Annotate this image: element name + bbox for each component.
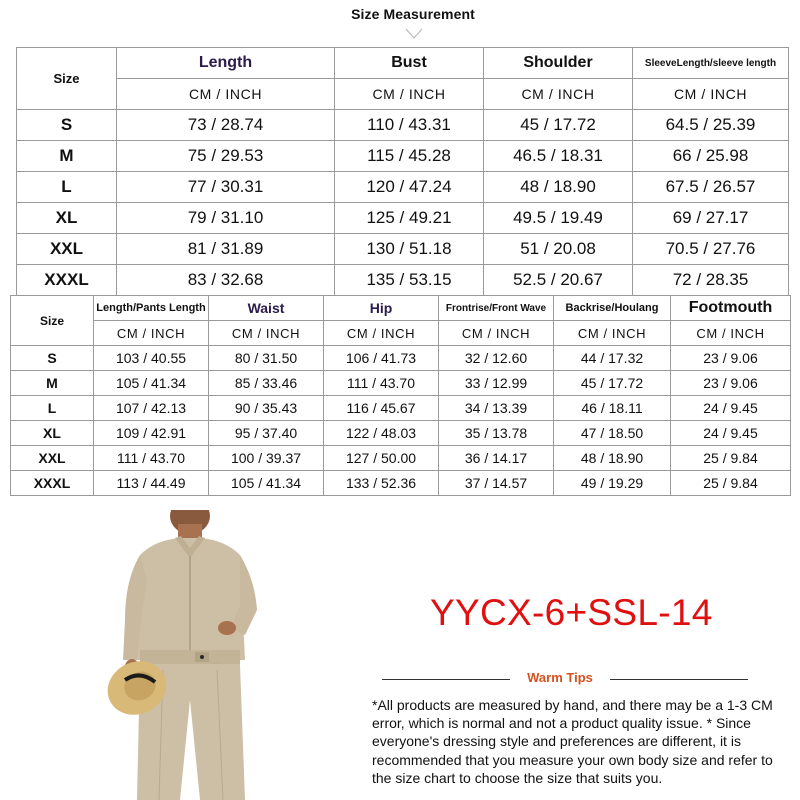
table-row bbox=[11, 421, 791, 446]
column-header-sleeve-length: SleeveLength/sleeve length bbox=[633, 48, 789, 79]
table-cell: 69 / 27.17 bbox=[633, 203, 789, 234]
table-row bbox=[17, 203, 789, 234]
table-cell: 66 / 25.98 bbox=[633, 141, 789, 172]
table-cell: 35 / 13.78 bbox=[439, 421, 554, 446]
table-cell: 83 / 32.68 bbox=[117, 265, 335, 296]
table-cell: 36 / 14.17 bbox=[439, 446, 554, 471]
table-cell: 109 / 42.91 bbox=[94, 421, 209, 446]
table-cell: 51 / 20.08 bbox=[484, 234, 633, 265]
table-row bbox=[17, 265, 789, 296]
table-cell: 113 / 44.49 bbox=[94, 471, 209, 496]
size-label: M bbox=[11, 371, 94, 396]
table-row bbox=[11, 471, 791, 496]
size-label: XL bbox=[17, 203, 117, 234]
column-header-length: Length bbox=[117, 48, 335, 79]
unit-label: CM / INCH bbox=[117, 79, 335, 110]
column-header-front-rise: Frontrise/Front Wave bbox=[439, 296, 554, 321]
table-cell: 48 / 18.90 bbox=[484, 172, 633, 203]
table-cell: 90 / 35.43 bbox=[209, 396, 324, 421]
table-row bbox=[17, 141, 789, 172]
table-cell: 49 / 19.29 bbox=[554, 471, 671, 496]
column-header-waist: Waist bbox=[209, 296, 324, 321]
table-cell: 24 / 9.45 bbox=[671, 421, 791, 446]
product-model-image bbox=[95, 510, 285, 800]
table-cell: 130 / 51.18 bbox=[335, 234, 484, 265]
table-cell: 116 / 45.67 bbox=[324, 396, 439, 421]
table-row bbox=[11, 346, 791, 371]
unit-label: CM / INCH bbox=[94, 321, 209, 346]
table-cell: 34 / 13.39 bbox=[439, 396, 554, 421]
unit-label: CM / INCH bbox=[633, 79, 789, 110]
unit-label: CM / INCH bbox=[335, 79, 484, 110]
unit-label: CM / INCH bbox=[324, 321, 439, 346]
table-cell: 127 / 50.00 bbox=[324, 446, 439, 471]
table-cell: 25 / 9.84 bbox=[671, 446, 791, 471]
table-cell: 23 / 9.06 bbox=[671, 371, 791, 396]
table-cell: 44 / 17.32 bbox=[554, 346, 671, 371]
size-label: L bbox=[11, 396, 94, 421]
page-title: Size Measurement bbox=[351, 6, 475, 22]
table-cell: 81 / 31.89 bbox=[117, 234, 335, 265]
size-label: S bbox=[17, 110, 117, 141]
column-header-pants-length: Length/Pants Length bbox=[94, 296, 209, 321]
column-header-bust: Bust bbox=[335, 48, 484, 79]
unit-label: CM / INCH bbox=[484, 79, 633, 110]
table-cell: 46.5 / 18.31 bbox=[484, 141, 633, 172]
table-row bbox=[17, 110, 789, 141]
divider bbox=[610, 679, 748, 680]
table-cell: 64.5 / 25.39 bbox=[633, 110, 789, 141]
table-cell: 111 / 43.70 bbox=[324, 371, 439, 396]
table-cell: 135 / 53.15 bbox=[335, 265, 484, 296]
table-cell: 72 / 28.35 bbox=[633, 265, 789, 296]
table-cell: 77 / 30.31 bbox=[117, 172, 335, 203]
warm-tips-label: Warm Tips bbox=[527, 670, 593, 685]
table-cell: 95 / 37.40 bbox=[209, 421, 324, 446]
table-cell: 125 / 49.21 bbox=[335, 203, 484, 234]
size-label: S bbox=[11, 346, 94, 371]
table-cell: 100 / 39.37 bbox=[209, 446, 324, 471]
column-header-back-rise: Backrise/Houlang bbox=[554, 296, 671, 321]
table-cell: 45 / 17.72 bbox=[484, 110, 633, 141]
table-row bbox=[17, 172, 789, 203]
table-cell: 107 / 42.13 bbox=[94, 396, 209, 421]
size-header: Size bbox=[17, 48, 117, 110]
table-cell: 52.5 / 20.67 bbox=[484, 265, 633, 296]
size-label: XXL bbox=[11, 446, 94, 471]
unit-label: CM / INCH bbox=[439, 321, 554, 346]
column-header-hip: Hip bbox=[324, 296, 439, 321]
unit-label: CM / INCH bbox=[554, 321, 671, 346]
table-cell: 85 / 33.46 bbox=[209, 371, 324, 396]
table-cell: 120 / 47.24 bbox=[335, 172, 484, 203]
table-cell: 115 / 45.28 bbox=[335, 141, 484, 172]
table-cell: 25 / 9.84 bbox=[671, 471, 791, 496]
table-cell: 80 / 31.50 bbox=[209, 346, 324, 371]
warm-tips-text: *All products are measured by hand, and there may be a 1-3 CM error, which is normal and not a product quality issue. * Since everyone's dressing style and preferences are different, it is recommended that you measure your own body size and refer to the size chart to choose the size that suits you. bbox=[372, 697, 773, 786]
unit-label: CM / INCH bbox=[209, 321, 324, 346]
table-cell: 103 / 40.55 bbox=[94, 346, 209, 371]
table-cell: 24 / 9.45 bbox=[671, 396, 791, 421]
table-cell: 79 / 31.10 bbox=[117, 203, 335, 234]
size-label: L bbox=[17, 172, 117, 203]
size-label: XXXL bbox=[17, 265, 117, 296]
table-cell: 105 / 41.34 bbox=[94, 371, 209, 396]
table-cell: 106 / 41.73 bbox=[324, 346, 439, 371]
size-label: M bbox=[17, 141, 117, 172]
bottom-size-table bbox=[10, 295, 791, 496]
size-label: XXL bbox=[17, 234, 117, 265]
table-cell: 37 / 14.57 bbox=[439, 471, 554, 496]
column-header-shoulder: Shoulder bbox=[484, 48, 633, 79]
size-label: XL bbox=[11, 421, 94, 446]
table-row bbox=[17, 234, 789, 265]
table-row bbox=[11, 371, 791, 396]
table-cell: 46 / 18.11 bbox=[554, 396, 671, 421]
table-cell: 67.5 / 26.57 bbox=[633, 172, 789, 203]
table-cell: 70.5 / 27.76 bbox=[633, 234, 789, 265]
table-cell: 23 / 9.06 bbox=[671, 346, 791, 371]
size-label: XXXL bbox=[11, 471, 94, 496]
chevron-down-icon bbox=[404, 27, 424, 41]
table-cell: 110 / 43.31 bbox=[335, 110, 484, 141]
top-size-table bbox=[16, 47, 789, 296]
divider bbox=[382, 679, 510, 680]
table-cell: 122 / 48.03 bbox=[324, 421, 439, 446]
table-cell: 45 / 17.72 bbox=[554, 371, 671, 396]
table-cell: 75 / 29.53 bbox=[117, 141, 335, 172]
table-cell: 47 / 18.50 bbox=[554, 421, 671, 446]
size-header: Size bbox=[11, 296, 94, 346]
table-cell: 133 / 52.36 bbox=[324, 471, 439, 496]
table-cell: 48 / 18.90 bbox=[554, 446, 671, 471]
column-header-footmouth: Footmouth bbox=[671, 296, 791, 321]
unit-label: CM / INCH bbox=[671, 321, 791, 346]
table-cell: 33 / 12.99 bbox=[439, 371, 554, 396]
product-code: YYCX-6+SSL-14 bbox=[430, 592, 713, 633]
table-row bbox=[11, 396, 791, 421]
table-cell: 111 / 43.70 bbox=[94, 446, 209, 471]
table-cell: 73 / 28.74 bbox=[117, 110, 335, 141]
table-cell: 49.5 / 19.49 bbox=[484, 203, 633, 234]
table-row bbox=[11, 446, 791, 471]
table-cell: 105 / 41.34 bbox=[209, 471, 324, 496]
table-cell: 32 / 12.60 bbox=[439, 346, 554, 371]
